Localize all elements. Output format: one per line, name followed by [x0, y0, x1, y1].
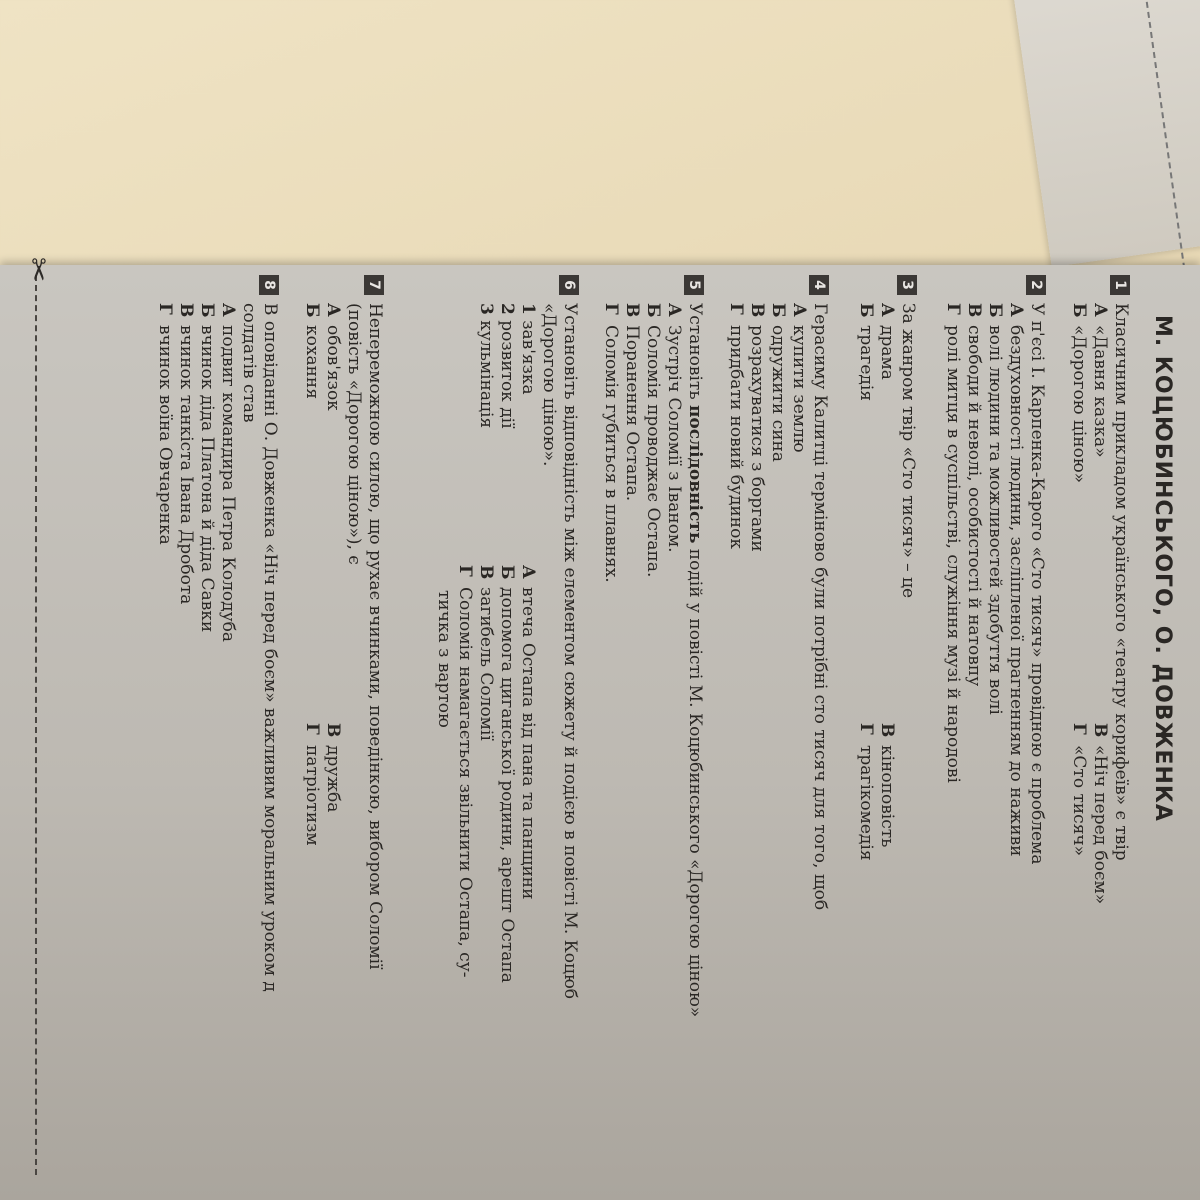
option-row	[301, 303, 322, 1175]
match-number: 1	[518, 303, 538, 315]
option-letter: Г	[856, 723, 876, 735]
option-letter: Б	[985, 303, 1005, 318]
option-row	[963, 303, 984, 1175]
option-row	[767, 303, 788, 1175]
question-text	[684, 303, 705, 1175]
option-text: трагікомедія	[856, 745, 876, 861]
option-letter: Г	[455, 565, 475, 577]
option-text: допомога циганської родини, арешт Остапа	[497, 587, 517, 983]
option-text: кохання	[302, 325, 322, 399]
cut-line	[35, 275, 37, 1175]
question-number: 1	[1110, 275, 1130, 295]
option-row	[600, 303, 621, 1175]
option-text: вчинок діда Платона й діда Савки	[197, 325, 217, 633]
option-row	[984, 303, 1005, 1175]
question-5	[600, 275, 705, 1175]
option-row	[1005, 303, 1026, 1175]
match-text: кульмінація	[476, 320, 496, 429]
match-right-item	[475, 565, 496, 1125]
option-letter: В	[476, 565, 496, 580]
match-elements-column	[475, 303, 538, 503]
option-letter: В	[747, 303, 767, 318]
option-letter: А	[518, 565, 538, 579]
match-left-item	[517, 303, 538, 503]
option-letter: А	[323, 303, 343, 317]
question-6	[420, 275, 580, 1175]
option-text: Зустріч Соломії з Іваном.	[664, 325, 684, 553]
option-letter: В	[877, 723, 897, 738]
option-letter: Б	[1069, 303, 1089, 318]
option-row	[942, 303, 963, 1175]
option-letter: Г	[302, 723, 322, 735]
option-text: волі людини та можливостей здобуття волі	[985, 325, 1005, 715]
option-letter: А	[789, 303, 809, 317]
scissors-icon: ✂	[20, 257, 55, 283]
option-letter: А	[877, 303, 897, 317]
option-row	[217, 303, 238, 1175]
option-text: «Давня казка»	[1090, 325, 1110, 458]
question-number: 7	[364, 275, 384, 295]
option-text: Поранення Остапа.	[622, 325, 642, 502]
option-row	[196, 303, 217, 1175]
option-text: трагедія	[856, 325, 876, 402]
option-text: Соломія губиться в плавнях.	[601, 325, 621, 583]
option-text: втеча Остапа від пана та панщини	[518, 587, 538, 900]
option-letter: В	[323, 723, 343, 738]
option-row	[621, 303, 642, 1175]
option-text: Соломія намагається звільнити Остапа, су-	[455, 587, 475, 978]
option-text: придбати новий будинок	[726, 325, 746, 549]
question-text-end: подій у повісті М. Коцюбинського «Дорогою ціною»	[685, 543, 705, 1018]
option-row	[322, 303, 343, 1175]
test-page	[5, 257, 1175, 1175]
question-text-line-2: «Дорогою ціною».	[539, 303, 559, 467]
option-row	[746, 303, 767, 1175]
option-text: «Дорогою ціною»	[1069, 325, 1089, 484]
option-letter: Б	[497, 565, 517, 580]
option-row	[1089, 303, 1110, 1175]
option-letter: В	[1090, 723, 1110, 738]
match-right-item	[454, 565, 475, 1125]
option-text: вчинок танкіста Івана Дробота	[176, 325, 196, 605]
option-text: ролі митця в суспільстві, служіння музі й народові	[943, 325, 963, 783]
option-text: одружити сина	[768, 325, 788, 463]
question-text: В оповіданні О. Довженка «Ніч перед боєм» важливим моральним уроком д	[260, 303, 280, 992]
option-text: патріотизм	[302, 745, 322, 846]
question-number: 4	[809, 275, 829, 295]
option-row	[725, 303, 746, 1175]
question-text-emphasis: послідовність	[685, 404, 705, 544]
question-text-line-2: солдатів став	[239, 303, 259, 423]
option-text: Соломія проводжає Остапа.	[643, 325, 663, 578]
option-row	[642, 303, 663, 1175]
question-text: За жанром твір «Сто тисяч» – це	[898, 303, 918, 599]
option-letter: В	[622, 303, 642, 318]
background-sheet	[1010, 0, 1200, 267]
question-number: 6	[559, 275, 579, 295]
match-right-item-continuation: тичка з вартою	[434, 590, 454, 728]
question-text: Герасиму Калитці терміново були потрібні сто тисяч для того, щоб	[810, 303, 830, 911]
question-8	[154, 275, 280, 1175]
option-row	[663, 303, 684, 1175]
question-1	[1068, 275, 1131, 1175]
option-row	[855, 303, 876, 1175]
option-letter: В	[964, 303, 984, 318]
match-number: 3	[476, 303, 496, 315]
question-4	[725, 275, 830, 1175]
option-letter: Б	[768, 303, 788, 318]
option-letter: А	[218, 303, 238, 317]
option-text: драма	[877, 325, 897, 380]
option-row	[154, 303, 175, 1175]
match-right-item	[517, 565, 538, 1125]
option-text: дружба	[323, 745, 343, 813]
question-text-start: Установіть	[685, 303, 705, 405]
option-letter: Г	[155, 303, 175, 315]
option-letter: Г	[943, 303, 963, 315]
match-text: розвиток дії	[497, 320, 517, 429]
option-letter: Г	[1069, 723, 1089, 735]
question-text-line-2: (повість «Дорогою ціною»), є	[344, 303, 364, 565]
question-number: 5	[684, 275, 704, 295]
question-text: У п'єсі І. Карпенка-Карого «Сто тисяч» провідною є проблема	[1027, 303, 1047, 865]
option-letter: Г	[726, 303, 746, 315]
option-text: обов'язок	[323, 325, 343, 411]
option-text: бездуховності людини, засліпленої прагненням до наживи	[1006, 325, 1026, 857]
option-text: «Ніч перед боєм»	[1090, 745, 1110, 905]
option-letter: А	[1006, 303, 1026, 317]
option-row	[1068, 303, 1089, 1175]
option-letter: Б	[302, 303, 322, 318]
question-2	[942, 275, 1047, 1175]
match-events-column	[433, 565, 538, 1125]
question-text: Установіть відповідність між елементом сюжету й подією в повісті М. Коцюб	[560, 303, 580, 1000]
question-text: Непереможною силою, що рухає вчинками, поведінкою, вибором Соломії	[365, 303, 385, 970]
match-left-item	[475, 303, 496, 503]
question-3	[855, 275, 918, 1175]
option-letter: Б	[643, 303, 663, 318]
option-row	[175, 303, 196, 1175]
question-text: Класичним прикладом українського «театру корифеїв» є твір	[1111, 303, 1131, 861]
option-letter: Б	[197, 303, 217, 318]
page-header: М. КОЦЮБИНСЬКОГО, О. ДОВЖЕНКА	[1150, 315, 1175, 822]
question-7	[301, 275, 385, 1175]
option-text: «Сто тисяч»	[1069, 745, 1089, 857]
background-cut-line	[1139, 0, 1186, 269]
question-number: 3	[897, 275, 917, 295]
option-text: подвиг командира Петра Колодуба	[218, 325, 238, 642]
option-row	[876, 303, 897, 1175]
match-left-item	[496, 303, 517, 503]
option-text: купити землю	[789, 325, 809, 453]
option-letter: А	[664, 303, 684, 317]
match-number: 2	[497, 303, 517, 315]
option-text: кіноповість	[877, 745, 897, 848]
question-number: 2	[1026, 275, 1046, 295]
option-text: свободи й неволі, особистості й натовпу	[964, 325, 984, 687]
option-text: розрахуватися з боргами	[747, 325, 767, 552]
question-number: 8	[259, 275, 279, 295]
match-text: зав'язка	[518, 320, 538, 395]
match-right-item	[496, 565, 517, 1125]
option-letter: Г	[601, 303, 621, 315]
option-letter: В	[176, 303, 196, 318]
option-letter: А	[1090, 303, 1110, 317]
option-text: вчинок воїна Овчаренка	[155, 325, 175, 545]
option-letter: Б	[856, 303, 876, 318]
option-row	[788, 303, 809, 1175]
option-text: загибель Соломії	[476, 587, 496, 741]
